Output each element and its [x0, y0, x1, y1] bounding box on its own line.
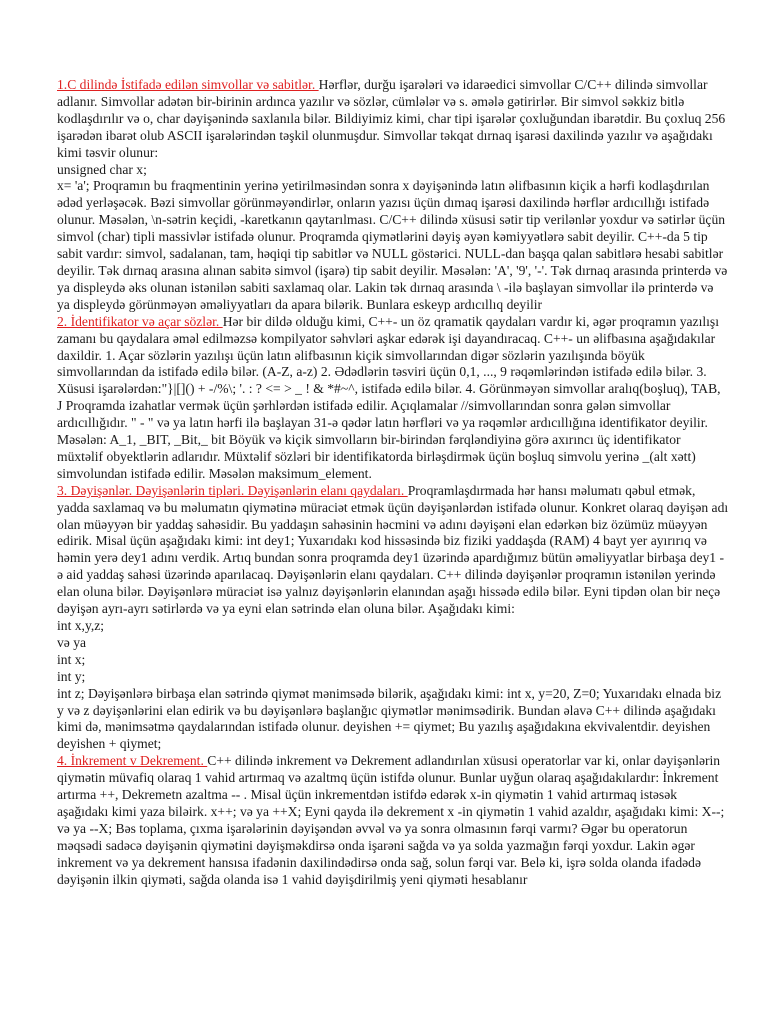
section-2-paragraph: [57, 314, 729, 483]
section-4-paragraph: [57, 753, 729, 888]
section-3-paragraph: [57, 483, 729, 618]
document-page: [57, 77, 729, 889]
code-line: int y;: [57, 668, 86, 684]
section-2-body: Hər bir dildə olduğu kimi, C++- un öz qramatik qaydaları vardır ki, əgər proqramın yazılışı zamanı bu qaydalara əməl edilməzsə kompilyator səhvləri aşkar edərək işi dayandıracaq. C++- un əlifbasına aşağıdakılar daxildir. 1. Açar sözlərin yazılışı üçün latın əlifbasının kiçik simvollarından digər sözlərin yazılışında böyük simvollarından da istifadə edilə bilər. (A-Z, a-z) 2. Ədədlərin təsviri üçün 0,1, ..., 9 rəqəmlərindən istifadə edilə bilər. 3. Xüsusi işarələrdən:"}|[]() + -/%\; '. : ? <= > _ ! & *#~^, istifadə edilə bilər. 4. Görünməyən simvollar aralıq(boşluq), TAB, J Proqramda izahatlar vermək üçün şərhlərdən istifadə edilir. Açıqlamalar //simvollarından sonra gələn simvollar ardıcıllığıdır. " - " və ya latın hərfi ilə başlayan 31-ə qədər latın hərfləri və ya rəqəmlər ardıcıllığına identifikator deyilir. Məsələn: A_1, _BIT, _Bit,_ bit Böyük və kiçik simvolların bir-birindən fərqləndiyinə görə axırıncı üç identifikator müxtəlif obyektlərin adlarıdır. Müxtəlif sözləri bir identifikatorda birləşdirmək üçün boşluq simvolu yerinə _(alt xətt) simvolundan istifadə edilir. Məsələn maksimum_element.: [57, 313, 721, 481]
section-1-body: Hərflər, durğu işarələri və idarəedici simvollar C/C++ dilində simvollar adlanır. Simvollar adətən bir-birinin ardınca yazılır və sözlər, cümlələr və s. əmələ gətirirlər. Bir simvol səkkiz bitlə kodlaşdırılır və o, char dəyişənində saxlanıla bilər. Bildiyimiz kimi, char tipi işarələr çoxluğundan ibarətdir. Bu çoxluq 256 işarədən ibarət olub ASCII işarələrindən təşkil olunmuşdur. Simvollar təkqat dırnaq işarəsi daxilində yazılır və aşağıdakı kimi təsvir olunur:: [57, 77, 726, 160]
section-1-heading: 1.C dilində İstifadə edilən simvollar və sabitlər.: [57, 77, 319, 92]
section-2-heading: 2. İdentifikator və açar sözlər.: [57, 313, 223, 329]
section-3-text: int z; Dəyişənlərə birbaşa elan sətrində qiymət mənimsədə bilərik, aşağıdakı kimi: int x, y=20, Z=0; Yuxarıdakı elnada biz y və z dəyişənlərini elan edirik və bu dəyişənlərə başlanğıc qiymətlər mənimsədirik. Bundan əlavə C++ dilində aşağıdakı kimi də, mənimsətmə qaydalarından istifadə olunur. deyishen += qiymet; Bu yazılış aşağıdakına ekvivalentdir. deyishen deyishen + qiymet;: [57, 685, 722, 752]
code-line: və ya: [57, 634, 87, 650]
code-line: unsigned char x;: [57, 161, 147, 177]
code-line: int x;: [57, 651, 86, 667]
section-1-text: x= 'a'; Proqramın bu fraqmentinin yerinə yetirilməsindən sonra x dəyişənində latın əlifbasının kiçik a hərfi kodlaşdırılan ədəd yerləşəcək. Bəzi simvollar görünməyəndirlər, onların yazısı üçün dımaq işarəsi daxilində hərflər ardıcıllığı istifadə olunur. Məsələn, \n-sətrin keçidi, -karetkanın qaytarılması. C/C++ dilində xüsusi sətir tip verilənlər yoxdur və sətirlər üçün simvol (char) tipli massivlər istifadə olunur. Proqramda qiymətlərini dəyiş əyən kəmiyyətlərə sabit deyilir. C++-da 5 tip sabit vardır: simvol, sadalanan, tam, həqiqi tip sabitlər və NULL göstərici. NULL-dan başqa qalan sabitlərə hesabi sabitlər deyilir. Tək dırnaq arasına alınan sabitə simvol (işarə) tip sabit deyilir. Məsələn: 'A', '9', '-'. Tək dırnaq arasında printerdə və ya displeydə əks olunan istənilən sabiti saxlamaq olar. Lakin tək dırnaq arasında \ -ilə başlayan simvollar ilə printerdə və ya displeydə görünməyən əməliyyatları da apara bilərik. Bunlara eskeyp ardıcıllıq deyilir: [57, 178, 728, 312]
code-line: int x,y,z;: [57, 618, 105, 633]
section-1-paragraph: [57, 77, 729, 162]
section-3-heading: 3. Dəyişənlər. Dəyişənlərin tipləri. Dəyişənlərin elanı qaydaları.: [57, 482, 408, 498]
section-4-heading: 4. İnkrement v Dekrement.: [57, 753, 208, 769]
section-4-body: C++ dilində inkrement və Dekrement adlandırılan xüsusi operatorlar var ki, onlar dəyişənlərin qiymətin müvafiq olaraq 1 vahid artırmaq və azaltmq üçün istifdə olunur. Bunlar uyğun olaraq aşağıdakılardır: İnkrement artırma ++, Dekremetn azaltma -- . Misal üçün inkrementdən istifdə edərək x-in qiymətin 1 vahid artırmaq istəsək aşağıdakı kimi yaza biləirk. x++; və ya ++X; Eyni qayda ilə dekrement x -in qiymətin 1 vahid azaldır, aşağıdakı kimi: X--; və ya --X; Bəs toplama, çıxma işarələrinin dəyişəndən əvvəl və ya sonra olmasının fərqi varmı? Əgər bu operatorun məqsədi sadəcə dəyişənin qiymətini dəyişməkdirsə onda işarəni sağda və ya solda yazmağın fərqi yoxdur. Lakin əgər inkrement və ya dekrement hansısa ifadənin daxilindədirsə onda sağ, solun fərqi var. Belə ki, işrə solda olanda ifadədə dəyişənin ilkin qiyməti, sağda olanda isə 1 vahid dəyişdirilmiş yeni qiyməti hesablanır: [57, 753, 725, 887]
section-3-body: Proqramlaşdırmada hər hansı məlumatı qəbul etmək, yadda saxlamaq və bu məlumatın qiymətinə müraciət etmək üçün dəyişənlərdən istifadə olunur. Konkret olaraq dəyişən adı olan müəyyən bir yaddaş sahəsidir. Bu yaddaşın sahəsinin həcmini və adını dəyişəni elan edərkən biz özümüz müəyyən edirik. Misal üçün aşağıdakı kimi: int dey1; Yuxarıdakı kod hissəsində biz fiziki yaddaşda (RAM) 4 bayt yer ayırırıq və həmin yerə dey1 adını verdik. Artıq bundan sonra proqramda dey1 üzərində apardığımız bütün əməliyyatlar birbaşa dey1 - ə aid yaddaş sahəsi üzərində aparılacaq. Dəyişənlərin elanı qaydaları. C++ dilində dəyişənlər proqramın istənilən yerində elan oluna bilər. Dəyişənlərə müraciət isə yalnız dəyişənlərin elanından aşağı hissədə edilə bilər. Eyni tipdən olan bir neçə dəyişən ayrı-ayrı sətirlərdə və ya eyni elan sətrində elan oluna bilər. Aşağıdakı kimi:: [57, 482, 729, 617]
